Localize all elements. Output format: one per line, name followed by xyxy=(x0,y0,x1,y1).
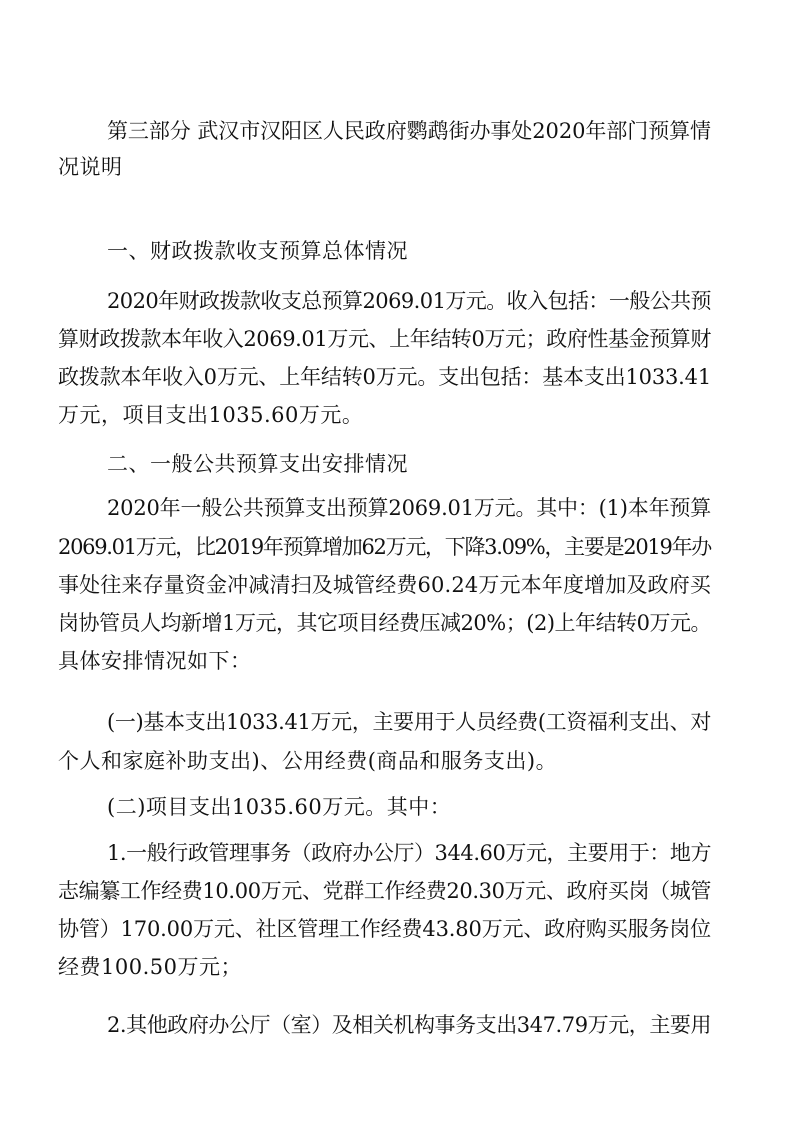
project-item-2-line-1: 2.其他政府办公厅（室）及相关机构事务支出347.79万元，主要用 xyxy=(107,1013,711,1037)
basic-expenditure-line-2: 个人和家庭补助支出)、公用经费(商品和服务支出)。 xyxy=(58,749,558,773)
section-2-paragraph-line-3: 事处往来存量资金冲减清扫及城管经费60.24万元本年度增加及政府买 xyxy=(58,573,711,597)
document-title-line-1: 第三部分 武汉市汉阳区人民政府鹦鹉街办事处2020年部门预算情 xyxy=(107,119,711,143)
section-2-paragraph-line-2: 2069.01万元，比2019年预算增加62万元，下降3.09%，主要是2019年办 xyxy=(58,535,711,559)
project-item-1-line-4: 经费100.50万元； xyxy=(58,955,242,979)
section-1-paragraph-line-3: 政拨款本年收入0万元、上年结转0万元。支出包括：基本支出1033.41 xyxy=(58,365,711,389)
section-2-paragraph-line-1: 2020年一般公共预算支出预算2069.01万元。其中：(1)本年预算 xyxy=(107,496,711,520)
section-1-paragraph-line-1: 2020年财政拨款收支总预算2069.01万元。收入包括：一般公共预 xyxy=(107,289,711,313)
section-2-paragraph-line-5: 具体安排情况如下： xyxy=(58,649,252,673)
section-2-paragraph-line-4: 岗协管员人均新增1万元，其它项目经费压减20%；(2)上年结转0万元。 xyxy=(58,611,711,635)
project-expenditure-heading: (二)项目支出1035.60万元。其中： xyxy=(107,795,452,819)
section-2-heading: 二、一般公共预算支出安排情况 xyxy=(107,452,408,476)
section-1-paragraph-line-4: 万元，项目支出1035.60万元。 xyxy=(58,403,364,427)
project-item-1-line-3: 协管）170.00万元、社区管理工作经费43.80万元、政府购买服务岗位 xyxy=(58,917,711,941)
section-1-paragraph-line-2: 算财政拨款本年收入2069.01万元、上年结转0万元；政府性基金预算财 xyxy=(58,327,711,351)
section-1-heading: 一、财政拨款收支预算总体情况 xyxy=(107,239,408,263)
document-title-line-2: 况说明 xyxy=(58,155,123,179)
project-item-1-line-1: 1.一般行政管理事务（政府办公厅）344.60万元，主要用于：地方 xyxy=(107,841,711,865)
basic-expenditure-line-1: (一)基本支出1033.41万元，主要用于人员经费(工资福利支出、对 xyxy=(107,710,711,734)
project-item-1-line-2: 志编纂工作经费10.00万元、党群工作经费20.30万元、政府买岗（城管 xyxy=(58,879,711,903)
